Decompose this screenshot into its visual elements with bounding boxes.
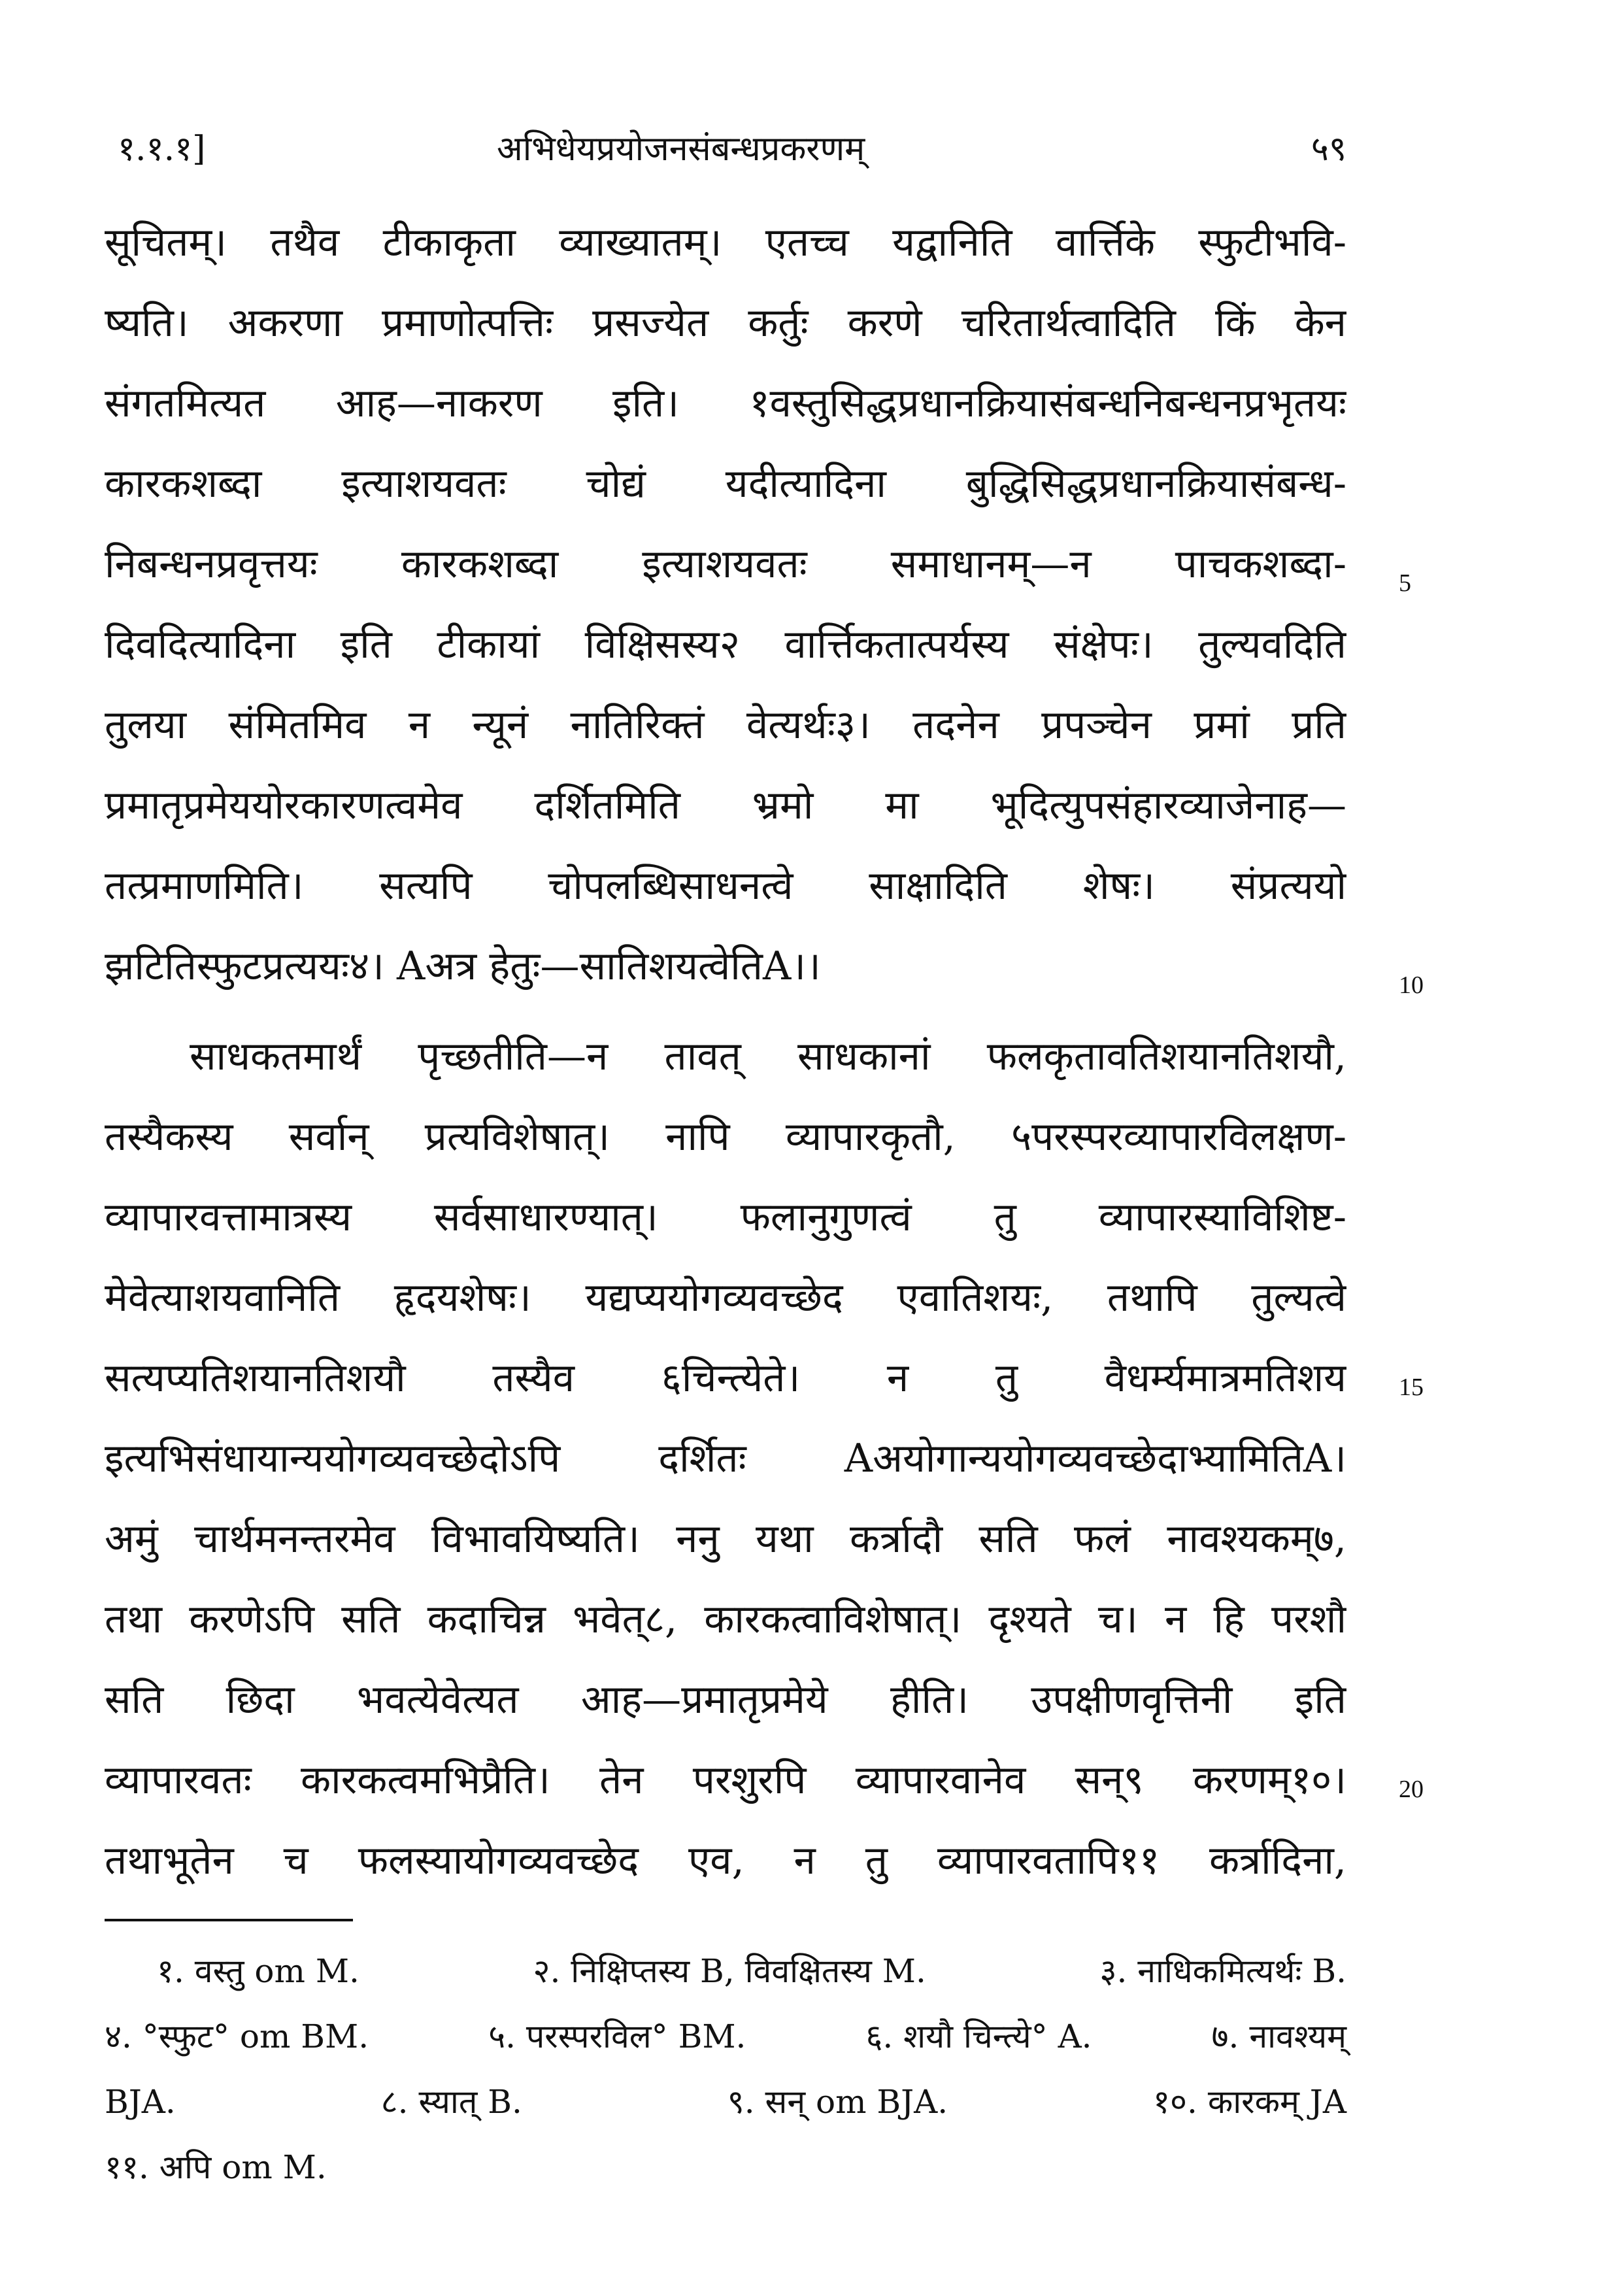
text-line: ष्यति। अकरणा प्रमाणोत्पत्तिः प्रसज्येत कर्तुः करणे चरितार्थत्वादिति किं केन [105, 300, 1346, 346]
page-number: ५९ [1311, 129, 1346, 169]
line-number: 5 [1399, 569, 1411, 597]
footnote: ३. नाधिकमित्यर्थः B. [1099, 1952, 1346, 1990]
text-line: इत्यभिसंधायान्ययोगव्यवच्छेदोऽपि दर्शितः Aअयोगान्ययोगव्यवच्छेदाभ्यामितिA। [105, 1436, 1346, 1481]
paragraph-gap [105, 1007, 1346, 1017]
text-line: दिवदित्यादिना इति टीकायां विक्षिसस्य२ वार्त्तिकतात्पर्यस्य संक्षेपः। तुल्यवदिति [105, 622, 1346, 667]
footnote-line [105, 1938, 1346, 2004]
line-number: 10 [1399, 971, 1424, 999]
line-number: 20 [1399, 1776, 1424, 1803]
text-line: व्यापारवत्तामात्रस्य सर्वसाधारण्यात्। फलानुगुणत्वं तु व्यापारस्याविशिष्ट- [105, 1194, 1346, 1240]
footnote: ६. शयौ चिन्त्ये° A. [865, 2017, 1092, 2055]
text-line: सत्यप्यतिशयानतिशयौ तस्यैव ६चिन्त्येते। न तु वैधर्म्यमात्रमतिशय [105, 1355, 1346, 1401]
text-line: तथाभूतेन च फलस्यायोगव्यवच्छेद एव, न तु व्यापारवतापि११ कर्त्रादिना, [105, 1838, 1346, 1883]
footnote: BJA. [105, 2083, 176, 2121]
running-title: अभिधेयप्रयोजनसंबन्धप्रकरणम् [497, 129, 865, 169]
footnote-line [105, 2004, 1346, 2069]
text-line: अमुं चार्थमनन्तरमेव विभावयिष्यति। ननु यथा कर्त्रादौ सति फलं नावश्यकम्७, [105, 1516, 1346, 1562]
text-line: साधकतमार्थं पृच्छतीति—न तावत् साधकानां फलकृतावतिशयानतिशयौ, [190, 1034, 1346, 1079]
footnote: १०. कारकम् JA [1153, 2083, 1346, 2121]
footnote-line [105, 2069, 1346, 2135]
footnote: ८. स्यात् B. [380, 2083, 522, 2121]
footnote-rule [105, 1919, 353, 1921]
line-number: 15 [1399, 1374, 1424, 1401]
text-line: व्यापारवतः कारकत्वमभिप्रैति। तेन परशुरपि व्यापारवानेव सन्९ करणम्१०। [105, 1757, 1346, 1803]
text-line: सति छिदा भवत्येवेत्यत आह—प्रमातृप्रमेये हीति। उपक्षीणवृत्तिनी इति [105, 1677, 1346, 1723]
main-text [105, 203, 1346, 1901]
footnote: १. वस्तु om M. [157, 1952, 359, 1990]
footnote: ७. नावश्यम् [1211, 2017, 1346, 2055]
text-line: प्रमातृप्रमेययोरकारणत्वमेव दर्शितमिति भ्रमो मा भूदित्युपसंहारव्याजेनाह— [105, 783, 1346, 828]
text-line: झटितिस्फुटप्रत्ययः४। Aअत्र हेतुः—सातिशयत्वेतिA।। [105, 943, 821, 989]
text-line: संगतमित्यत आह—नाकरण इति। १वस्तुसिद्धप्रधानक्रियासंबन्धनिबन्धनप्रभृतयः [105, 380, 1346, 426]
running-header [105, 124, 1346, 177]
footnote: ५. परस्परविल° BM. [488, 2017, 746, 2055]
footnote-line [105, 2135, 1346, 2200]
text-line: तथा करणेऽपि सति कदाचिन्न भवेत्८, कारकत्वाविशेषात्। दृश्यते च। न हि परशौ [105, 1596, 1346, 1642]
text-line: तुलया संमितमिव न न्यूनं नातिरिक्तं वेत्यर्थः३। तदनेन प्रपञ्चेन प्रमां प्रति [105, 702, 1346, 748]
footnote: ९. सन् om BJA. [727, 2083, 948, 2121]
text-line: मेवेत्याशयवानिति हृदयशेषः। यद्यप्ययोगव्यवच्छेद एवातिशयः, तथापि तुल्यत्वे [105, 1275, 1346, 1321]
footnote: ११. अपि om M. [105, 2148, 327, 2186]
footnote: २. निक्षिप्तस्य B, विवक्षितस्य M. [533, 1952, 926, 1990]
text-line: सूचितम्। तथैव टीकाकृता व्याख्यातम्। एतच्च यद्वानिति वार्त्तिके स्फुटीभवि- [105, 220, 1346, 265]
section-reference: १.१.१] [118, 129, 206, 169]
footnote: ४. °स्फुट° om BM. [105, 2017, 369, 2055]
text-line: कारकशब्दा इत्याशयवतः चोद्यं यदीत्यादिना बुद्धिसिद्धप्रधानक्रियासंबन्ध- [105, 461, 1346, 507]
footnotes [105, 1938, 1346, 2200]
text-line: तत्प्रमाणमिति। सत्यपि चोपलब्धिसाधनत्वे साक्षादिति शेषः। संप्रत्ययो [105, 863, 1346, 909]
text-line: तस्यैकस्य सर्वान् प्रत्यविशेषात्। नापि व्यापारकृतौ, ५परस्परव्यापारविलक्षण- [105, 1114, 1346, 1160]
text-line: निबन्धनप्रवृत्तयः कारकशब्दा इत्याशयवतः समाधानम्—न पाचकशब्दा- [105, 541, 1346, 587]
